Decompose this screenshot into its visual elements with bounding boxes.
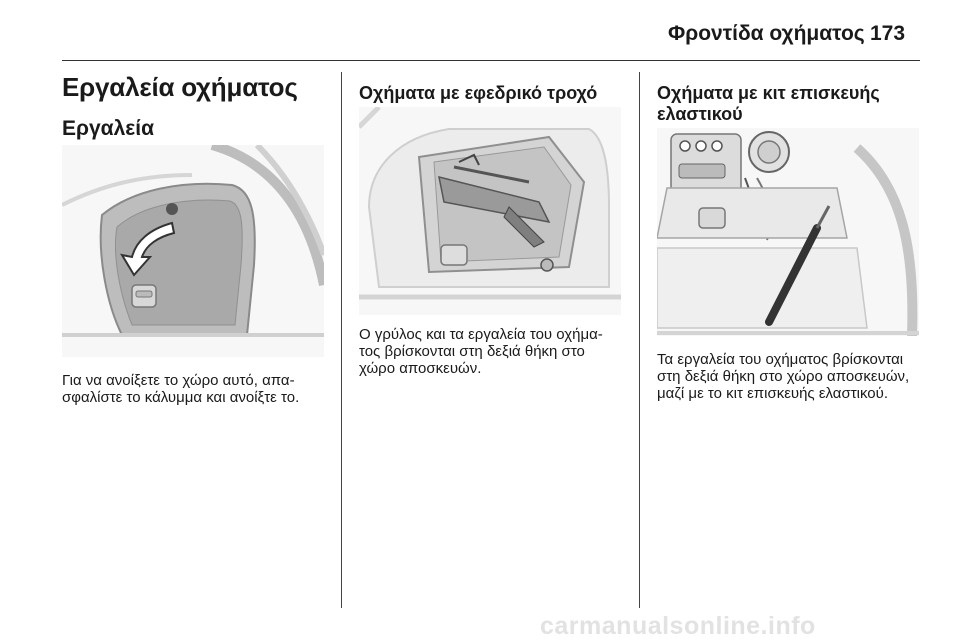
tool-cover-drawing [62,145,324,357]
right-text-line-2: στη δεξιά θήκη στο χώρο αποσκευών, [657,368,910,385]
illustration-jack-tools [359,107,621,315]
left-text-line-2: σφαλίστε το κάλυμμα και ανοίξτε το. [62,389,300,406]
subsection-heading: Εργαλεία [62,117,154,140]
jack-tools-drawing [359,107,621,315]
tyre-repair-kit-drawing [657,128,919,336]
running-header-title: Φροντίδα οχήματος [668,22,865,45]
right-heading [657,83,880,125]
middle-body-text [359,326,603,377]
right-heading-line-1: Οχήματα με κιτ επισκευής [657,83,880,103]
middle-heading: Οχήματα με εφεδρικό τροχό [359,83,598,103]
left-text-line-1: Για να ανοίξετε το χώρο αυτό, απα- [62,372,295,389]
section-heading: Εργαλεία οχήματος [62,72,298,102]
right-heading-line-2: ελαστικού [657,104,743,124]
right-text-line-1: Τα εργαλεία του οχήματος βρίσκονται [657,351,904,368]
column-divider-2 [639,72,640,608]
middle-text-line-2: τος βρίσκονται στη δεξιά θήκη στο [359,343,585,360]
left-body-text [62,372,299,406]
page-number: 173 [870,22,906,45]
middle-text-line-3: χώρο αποσκευών. [359,360,482,377]
column-divider-1 [341,72,342,608]
watermark: carmanualsonline.info [540,612,816,640]
header-divider [62,60,920,61]
illustration-tool-cover [62,145,324,357]
middle-text-line-1: Ο γρύλος και τα εργαλεία του οχήμα- [359,326,603,343]
right-text-line-3: μαζί με το κιτ επισκευής ελαστικού. [657,385,889,402]
illustration-tyre-repair-kit [657,128,919,336]
right-body-text [657,351,909,402]
